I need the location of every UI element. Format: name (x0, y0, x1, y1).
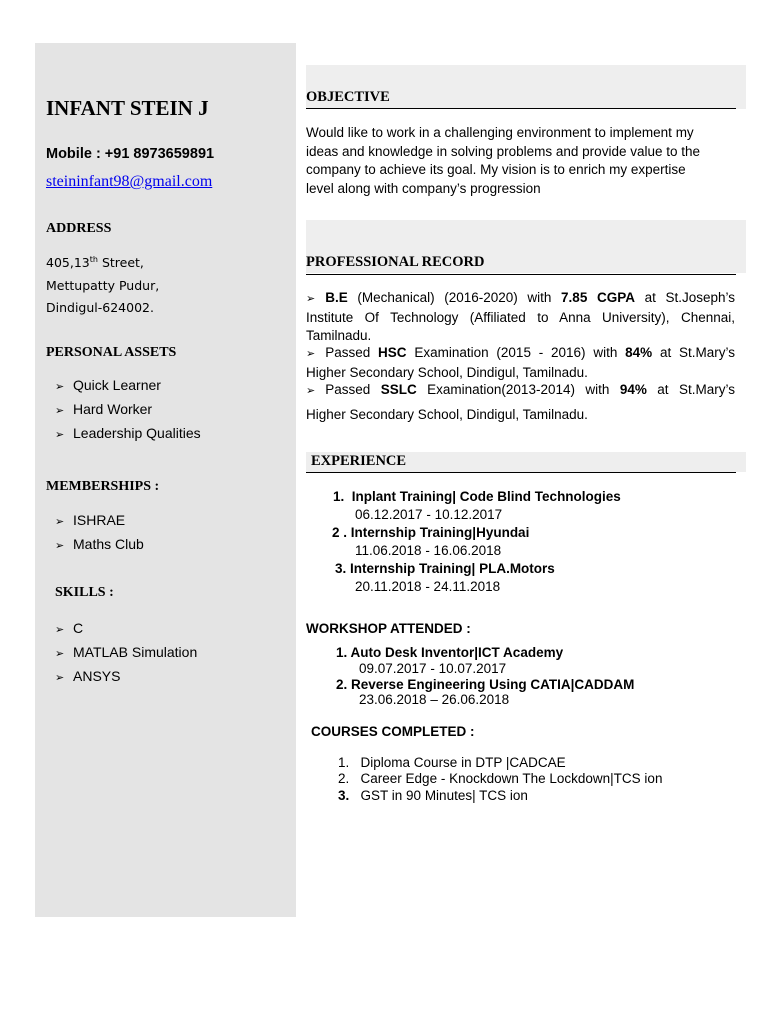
record-item-sslc-continued: Higher Secondary School, Dindigul, Tamilnadu. (306, 407, 588, 422)
address-line-1: 405,13th Street, (46, 255, 144, 271)
workshop-heading: WORKSHOP ATTENDED : (306, 621, 471, 636)
bullet-arrow-icon: ➢ (306, 384, 316, 397)
bullet-arrow-icon: ➢ (55, 404, 65, 417)
objective-heading: OBJECTIVE (306, 89, 390, 105)
section-divider (306, 472, 736, 473)
memberships-heading: MEMBERSHIPS : (46, 479, 160, 494)
bullet-arrow-icon: ➢ (55, 647, 65, 660)
list-item: ➢ Quick Learner (55, 377, 161, 393)
address-line-3: Dindigul-624002. (46, 300, 154, 315)
bullet-arrow-icon: ➢ (55, 428, 65, 441)
workshop-dates-1: 09.07.2017 - 10.07.2017 (359, 661, 507, 676)
list-item: ➢ ANSYS (55, 668, 121, 684)
bullet-arrow-icon: ➢ (55, 515, 65, 528)
experience-dates-3: 20.11.2018 - 24.11.2018 (355, 579, 501, 594)
list-item: ➢ ISHRAE (55, 512, 126, 528)
bullet-arrow-icon: ➢ (306, 292, 316, 305)
workshop-item-2: 2. Reverse Engineering Using CATIA|CADDAM (336, 677, 635, 692)
bullet-arrow-icon: ➢ (55, 380, 65, 393)
experience-dates-2: 11.06.2018 - 16.06.2018 (355, 543, 502, 558)
record-item-hsc: ➢ Passed HSC Examination (2015 - 2016) with 84% at St.Mary’s Higher Secondary School, Dindigul, Tamilnadu. (306, 345, 735, 380)
list-item: ➢ MATLAB Simulation (55, 644, 198, 660)
candidate-name: INFANT STEIN J (46, 96, 209, 120)
bullet-arrow-icon: ➢ (55, 671, 65, 684)
courses-heading: COURSES COMPLETED : (311, 724, 475, 739)
course-item-2: 2. Career Edge - Knockdown The Lockdown|TCS ion (338, 771, 663, 786)
section-divider (306, 108, 736, 109)
course-item-1: 1. Diploma Course in DTP |CADCAE (338, 755, 566, 770)
mobile-number: Mobile : +91 8973659891 (46, 146, 215, 162)
personal-assets-heading: PERSONAL ASSETS (46, 345, 177, 360)
list-item: ➢ Leadership Qualities (55, 425, 201, 441)
experience-item-3: 3. Internship Training| PLA.Motors (335, 561, 555, 576)
professional-record-heading: PROFESSIONAL RECORD (306, 254, 485, 270)
record-item-be: ➢ B.E (Mechanical) (2016-2020) with 7.85 CGPA at St.Joseph’s Institute Of Technology (Affiliated to Anna University), Chennai, Tamilnadu. (306, 290, 735, 343)
workshop-dates-2: 23.06.2018 – 26.06.2018 (359, 692, 510, 707)
section-divider (306, 274, 736, 275)
bullet-arrow-icon: ➢ (55, 539, 65, 552)
record-item-sslc: ➢ Passed SSLC Examination(2013-2014) with 94% at St.Mary’s (306, 382, 735, 397)
bullet-arrow-icon: ➢ (306, 347, 316, 360)
address-heading: ADDRESS (46, 221, 112, 236)
address-line-2: Mettupatty Pudur, (46, 278, 160, 293)
experience-dates-1: 06.12.2017 - 10.12.2017 (355, 507, 503, 522)
experience-item-2: 2 . Internship Training|Hyundai (332, 525, 530, 540)
objective-text: Would like to work in a challenging environment to implement my ideas and knowledge in solving problems and provide value to the company to achieve its goal. My vision is to enrich my expertise level along with company’s progression (306, 125, 701, 196)
experience-heading: EXPERIENCE (311, 453, 407, 469)
list-item: ➢ Hard Worker (55, 401, 153, 417)
experience-item-1: 1. Inplant Training| Code Blind Technologies (333, 489, 621, 504)
workshop-item-1: 1. Auto Desk Inventor|ICT Academy (336, 645, 564, 660)
email-link[interactable]: steininfant98@gmail.com (46, 173, 213, 190)
list-item: ➢ C (55, 620, 84, 636)
skills-heading: SKILLS : (55, 585, 114, 600)
bullet-arrow-icon: ➢ (55, 623, 65, 636)
course-item-3: 3. GST in 90 Minutes| TCS ion (338, 788, 528, 803)
list-item: ➢ Maths Club (55, 536, 144, 552)
